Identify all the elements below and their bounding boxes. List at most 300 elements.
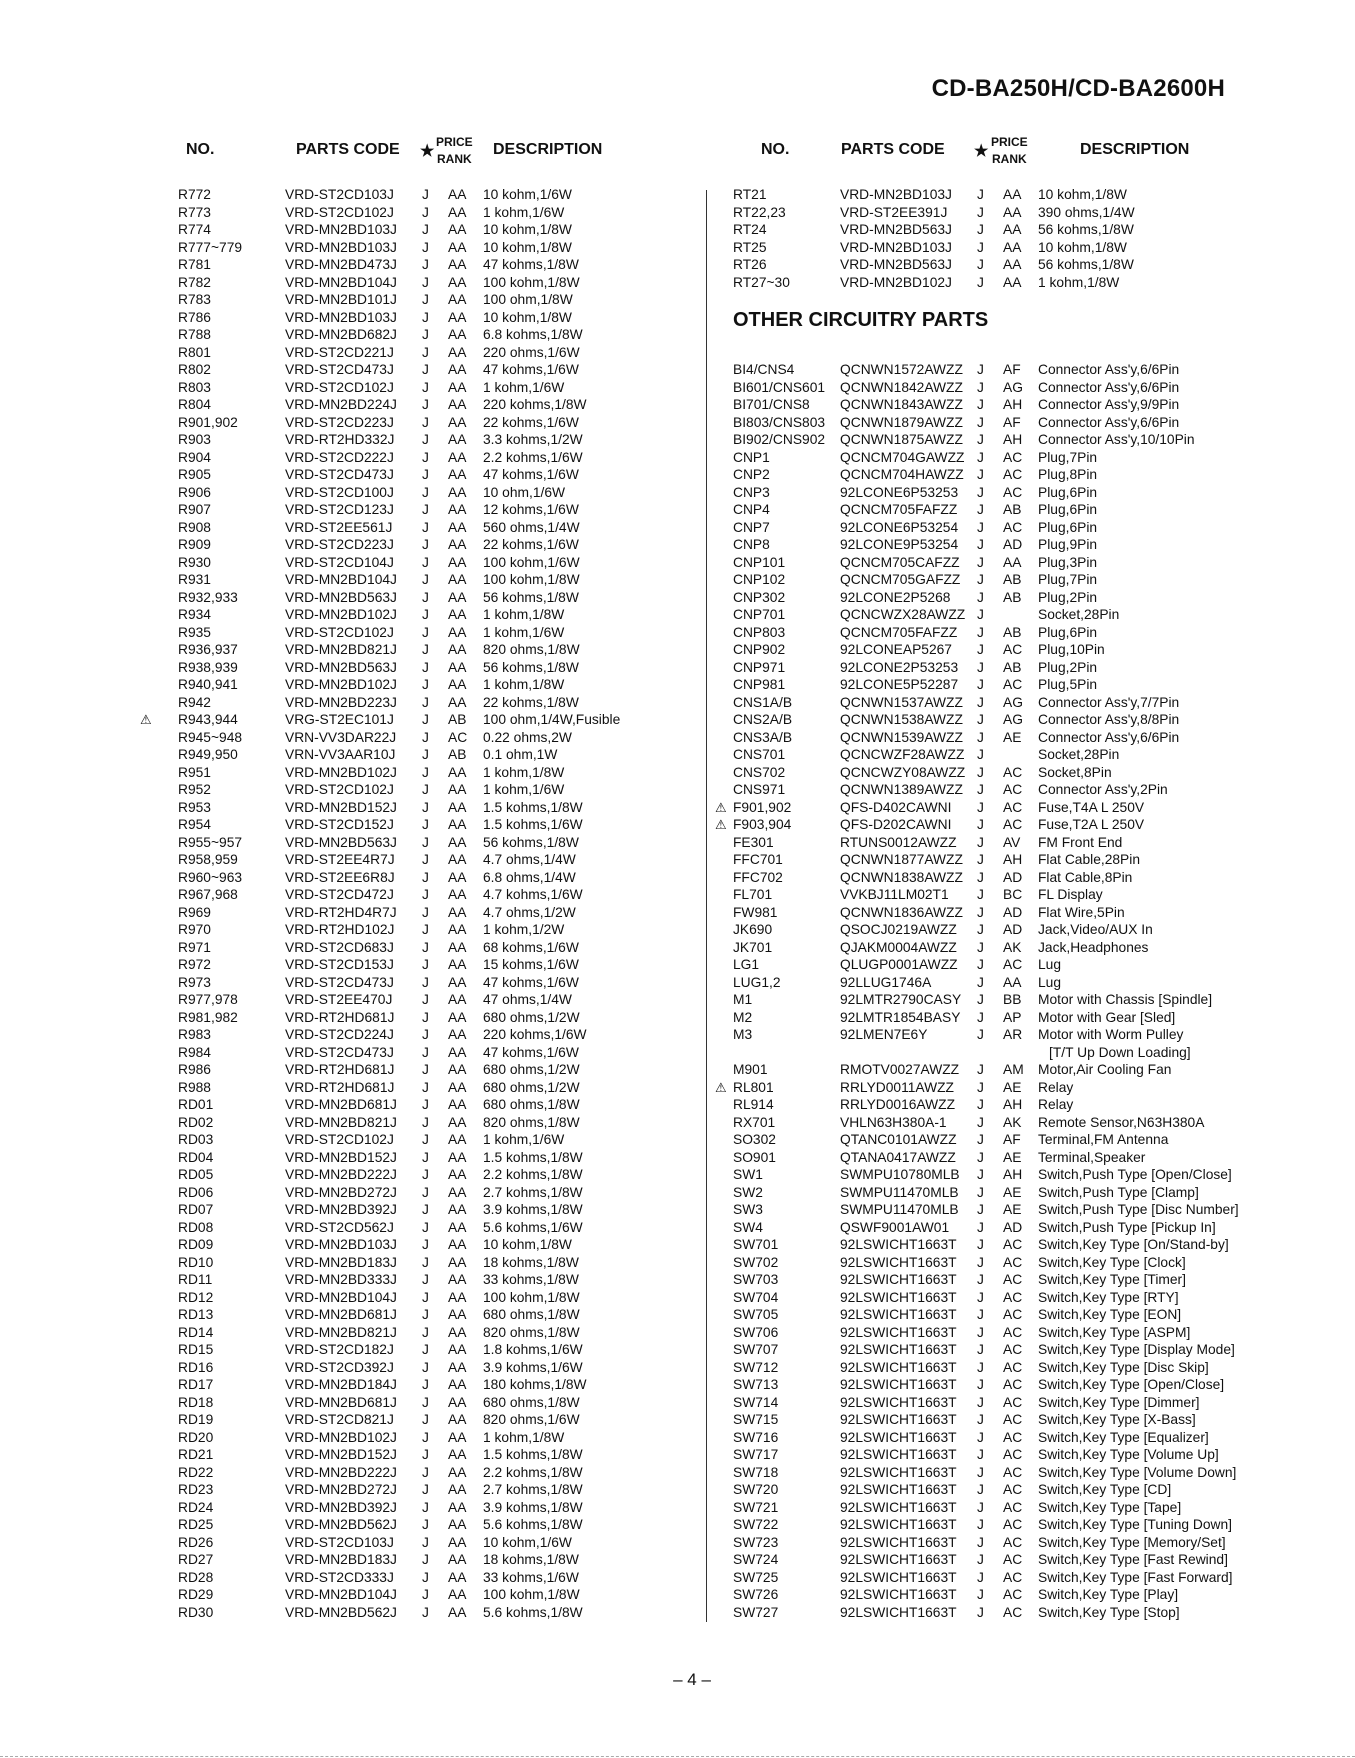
table-row: [733, 554, 1273, 572]
cell-no: RT27~30: [733, 274, 790, 290]
cell-description: 10 ohm,1/6W: [483, 484, 566, 500]
cell-j: J: [977, 1167, 984, 1182]
cell-parts-code: VRD-ST2CD562J: [285, 1219, 394, 1235]
cell-j: J: [422, 379, 429, 395]
cell-description: 820 ohms,1/8W: [483, 1114, 580, 1130]
cell-j: J: [977, 1342, 984, 1357]
cell-description: 6.8 ohms,1/4W: [483, 869, 576, 885]
cell-description: 560 ohms,1/4W: [483, 519, 580, 535]
cell-parts-code: VRD-ST2CD104J: [285, 554, 394, 570]
cell-description: 100 kohm,1/6W: [483, 554, 580, 570]
cell-j: J: [422, 1482, 429, 1497]
table-row: [158, 991, 678, 1009]
cell-j: J: [422, 1377, 429, 1392]
cell-no: RD09: [178, 1237, 214, 1252]
table-row: [158, 449, 678, 467]
cell-parts-code: QCNWN1842AWZZ: [840, 379, 963, 395]
header-price-rank: [436, 134, 473, 168]
cell-j: J: [977, 414, 984, 430]
cell-description: Switch,Key Type [Fast Rewind]: [1038, 1552, 1228, 1567]
cell-j: J: [977, 607, 984, 622]
cell-no: R940,941: [178, 677, 238, 692]
cell-no: BI701/CNS8: [733, 397, 810, 412]
table-row: [158, 746, 678, 764]
cell-price-rank: AA: [1003, 554, 1022, 570]
cell-price-rank: AC: [1003, 1272, 1023, 1287]
cell-price-rank: AA: [448, 1517, 467, 1532]
header-star-icon: ★: [974, 143, 989, 160]
cell-no: R988: [178, 1079, 211, 1095]
cell-description: 15 kohms,1/6W: [483, 957, 579, 972]
cell-j: J: [422, 344, 429, 360]
table-row: [158, 1219, 678, 1237]
cell-parts-code: VRD-MN2BD272J: [285, 1482, 397, 1497]
cell-price-rank: AA: [448, 344, 467, 360]
cell-parts-code: 92LLUG1746A: [840, 974, 932, 990]
table-row: [158, 221, 678, 239]
cell-no: R786: [178, 309, 211, 325]
table-row: [158, 869, 678, 887]
cell-parts-code: VRD-ST2CD472J: [285, 887, 394, 902]
cell-parts-code: QCNCM705FAFZZ: [840, 502, 958, 517]
table-row: [158, 1534, 678, 1552]
cell-j: J: [422, 449, 429, 465]
cell-no: SW724: [733, 1552, 779, 1567]
cell-parts-code: VRD-MN2BD104J: [285, 572, 397, 587]
cell-j: J: [422, 834, 429, 850]
table-row: [733, 1131, 1273, 1149]
table-row: [733, 711, 1273, 729]
cell-j: J: [977, 1552, 984, 1567]
cell-j: J: [977, 834, 984, 850]
cell-parts-code: VRD-ST2CD223J: [285, 537, 394, 552]
cell-price-rank: AA: [448, 659, 467, 675]
table-row: [158, 659, 678, 677]
cell-j: J: [422, 274, 429, 290]
cell-parts-code: 92LSWICHT1663T: [840, 1359, 957, 1375]
cell-j: J: [977, 1429, 984, 1445]
cell-no: R932,933: [178, 589, 238, 605]
cell-no: R774: [178, 222, 211, 237]
cell-j: J: [422, 589, 429, 605]
cell-no: RD14: [178, 1324, 214, 1340]
table-row: [158, 1516, 678, 1534]
cell-j: J: [977, 957, 984, 972]
cell-description: 1.5 kohms,1/6W: [483, 817, 583, 832]
cell-no: M2: [733, 1009, 753, 1025]
cell-j: J: [977, 519, 984, 535]
cell-no: R901,902: [178, 414, 238, 430]
cell-j: J: [422, 992, 429, 1007]
cell-j: J: [977, 1499, 984, 1515]
cell-no: M901: [733, 1062, 768, 1077]
cell-description: Flat Wire,5Pin: [1038, 904, 1125, 920]
cell-j: J: [422, 239, 429, 255]
cell-j: J: [422, 747, 429, 762]
cell-description: Plug,7Pin: [1038, 449, 1098, 465]
cell-description: Motor,Air Cooling Fan: [1038, 1062, 1172, 1077]
table-row: [733, 379, 1273, 397]
cell-parts-code: VRD-MN2BD473J: [285, 257, 397, 272]
cell-description: 12 kohms,1/6W: [483, 502, 579, 517]
cell-no: SW707: [733, 1342, 779, 1357]
cell-no: R930: [178, 554, 211, 570]
cell-j: J: [422, 519, 429, 535]
cell-parts-code: VRD-ST2CD222J: [285, 449, 394, 465]
table-row: [733, 1254, 1273, 1272]
cell-description: 680 ohms,1/8W: [483, 1394, 580, 1410]
cell-price-rank: AA: [448, 467, 467, 482]
table-row: [158, 1061, 678, 1079]
cell-no: R972: [178, 957, 211, 972]
cell-j: J: [977, 1149, 984, 1165]
table-row: [715, 799, 1273, 817]
cell-price-rank: AA: [448, 1464, 467, 1480]
cell-no: RD20: [178, 1429, 214, 1445]
cell-description: 22 kohms,1/8W: [483, 694, 579, 710]
table-row: [158, 694, 678, 712]
cell-price-rank: AA: [448, 414, 467, 430]
cell-parts-code: VRD-MN2BD104J: [285, 1587, 397, 1602]
table-row: [158, 326, 678, 344]
cell-parts-code: 92LSWICHT1663T: [840, 1307, 957, 1322]
warning-triangle-icon: ⚠: [715, 817, 727, 832]
table-row: [158, 519, 678, 537]
cell-no: RD30: [178, 1604, 214, 1620]
cell-j: J: [977, 537, 984, 552]
cell-price-rank: AA: [448, 1289, 467, 1305]
cell-j: J: [422, 1289, 429, 1305]
cell-j: J: [977, 817, 984, 832]
cell-j: J: [422, 974, 429, 990]
cell-price-rank: AA: [448, 1062, 467, 1077]
cell-j: J: [977, 799, 984, 815]
cell-j: J: [977, 782, 984, 797]
cell-no: RL801: [733, 1079, 774, 1095]
cell-parts-code: 92LCONEAP5267: [840, 642, 952, 657]
table-row: [733, 1271, 1273, 1289]
cell-parts-code: 92LSWICHT1663T: [840, 1412, 957, 1427]
cell-j: J: [422, 1569, 429, 1585]
cell-j: J: [422, 1097, 429, 1112]
cell-no: SW705: [733, 1307, 779, 1322]
column-divider: [706, 190, 707, 1622]
table-row: [733, 519, 1273, 537]
cell-description: 680 ohms,1/2W: [483, 1062, 580, 1077]
cell-j: J: [422, 1517, 429, 1532]
cell-no: R906: [178, 484, 211, 500]
cell-parts-code: VRD-MN2BD224J: [285, 397, 397, 412]
cell-price-rank: AA: [448, 694, 467, 710]
cell-price-rank: AA: [448, 1009, 467, 1025]
table-row: [733, 1061, 1273, 1079]
cell-description: 10 kohm,1/6W: [483, 187, 572, 202]
cell-price-rank: AC: [1003, 449, 1023, 465]
table-row: [158, 1009, 678, 1027]
cell-j: J: [422, 257, 429, 272]
cell-parts-code: QCNWN1538AWZZ: [840, 712, 963, 727]
cell-j: J: [977, 432, 984, 447]
cell-parts-code: 92LSWICHT1663T: [840, 1464, 957, 1480]
cell-price-rank: AA: [448, 1342, 467, 1357]
cell-no: R977,978: [178, 992, 238, 1007]
cell-parts-code: 92LSWICHT1663T: [840, 1534, 957, 1550]
cell-price-rank: AD: [1003, 1219, 1023, 1235]
cell-no: SW718: [733, 1464, 779, 1480]
cell-j: J: [422, 362, 429, 377]
cell-parts-code: SWMPU11470MLB: [840, 1184, 959, 1200]
cell-no: R973: [178, 974, 211, 990]
cell-price-rank: AA: [448, 309, 467, 325]
table-row: [158, 1289, 678, 1307]
cell-description: 10 kohm,1/6W: [483, 1534, 572, 1550]
cell-price-rank: AA: [448, 764, 467, 780]
table-row: [158, 571, 678, 589]
cell-parts-code: VRD-ST2CD473J: [285, 974, 394, 990]
cell-description: Switch,Key Type [Volume Up]: [1038, 1447, 1219, 1462]
cell-parts-code: VRD-MN2BD392J: [285, 1202, 397, 1217]
cell-j: J: [977, 852, 984, 867]
cell-price-rank: AH: [1003, 432, 1023, 447]
table-row: [158, 1026, 678, 1044]
cell-price-rank: AA: [448, 484, 467, 500]
cell-parts-code: VRD-ST2CD100J: [285, 484, 394, 500]
cell-price-rank: AA: [448, 1499, 467, 1515]
table-row: [158, 1551, 678, 1569]
cell-no: SW725: [733, 1569, 779, 1585]
cell-no: SW723: [733, 1534, 779, 1550]
cell-j: J: [977, 764, 984, 780]
table-row: [158, 309, 678, 327]
table-row: [158, 239, 678, 257]
cell-price-rank: AA: [448, 204, 467, 220]
cell-no: R909: [178, 537, 211, 552]
cell-parts-code: 92LSWICHT1663T: [840, 1587, 957, 1602]
cell-parts-code: QCNWN1572AWZZ: [840, 362, 963, 377]
cell-parts-code: VRD-RT2HD332J: [285, 432, 395, 447]
cell-description: Switch,Key Type [RTY]: [1038, 1289, 1179, 1305]
cell-j: J: [977, 1412, 984, 1427]
cell-j: J: [977, 554, 984, 570]
cell-no: CNP3: [733, 484, 770, 500]
cell-description: Switch,Key Type [Timer]: [1038, 1272, 1186, 1287]
cell-description: Flat Cable,8Pin: [1038, 869, 1133, 885]
cell-no: RD29: [178, 1587, 214, 1602]
cell-parts-code: 92LCONE2P53253: [840, 659, 959, 675]
cell-price-rank: AB: [1003, 502, 1022, 517]
cell-no: RD06: [178, 1184, 214, 1200]
table-row: [733, 606, 1273, 624]
cell-parts-code: VRD-MN2BD102J: [285, 607, 397, 622]
cell-price-rank: AC: [1003, 1569, 1023, 1585]
table-row: [733, 466, 1273, 484]
table-row: [733, 431, 1273, 449]
cell-j: J: [422, 817, 429, 832]
cell-description: Switch,Key Type [X-Bass]: [1038, 1412, 1196, 1427]
cell-parts-code: VRD-ST2EE561J: [285, 519, 393, 535]
cell-j: J: [977, 1377, 984, 1392]
table-row: [733, 1376, 1273, 1394]
cell-description: 47 ohms,1/4W: [483, 992, 572, 1007]
cell-description: 220 ohms,1/6W: [483, 344, 580, 360]
cell-price-rank: AA: [448, 589, 467, 605]
cell-no: CNS971: [733, 782, 786, 797]
cell-description: Plug,8Pin: [1038, 467, 1098, 482]
cell-parts-code: VRD-MN2BD102J: [840, 274, 952, 290]
cell-j: J: [977, 1482, 984, 1497]
cell-j: J: [422, 414, 429, 430]
cell-description: Switch,Key Type [Open/Close]: [1038, 1377, 1225, 1392]
cell-description: FL Display: [1038, 887, 1103, 902]
cell-no: RD07: [178, 1202, 214, 1217]
cell-description: 47 kohms,1/6W: [483, 467, 579, 482]
cell-no: R931: [178, 572, 211, 587]
table-row: [733, 396, 1273, 414]
cell-no: BI803/CNS803: [733, 414, 826, 430]
cell-parts-code: 92LSWICHT1663T: [840, 1342, 957, 1357]
cell-parts-code: VRD-ST2EE470J: [285, 992, 393, 1007]
table-row: [733, 536, 1273, 554]
cell-price-rank: AA: [448, 362, 467, 377]
cell-no: R986: [178, 1062, 211, 1077]
cell-parts-code: 92LCONE5P52287: [840, 677, 959, 692]
cell-j: J: [977, 1132, 984, 1147]
table-row: [158, 536, 678, 554]
cell-price-rank: AA: [448, 1184, 467, 1200]
cell-no: RD10: [178, 1254, 214, 1270]
cell-parts-code: VRD-ST2CD473J: [285, 467, 394, 482]
cell-description: Plug,5Pin: [1038, 677, 1098, 692]
table-row: [158, 1446, 678, 1464]
cell-no: FW981: [733, 904, 778, 920]
cell-j: J: [422, 1219, 429, 1235]
cell-parts-code: 92LMTR2790CASY: [840, 992, 962, 1007]
cell-price-rank: AC: [1003, 799, 1023, 815]
cell-description: 100 kohm,1/8W: [483, 1289, 580, 1305]
cell-j: J: [422, 1534, 429, 1550]
table-row: [733, 501, 1273, 519]
cell-price-rank: AC: [1003, 1447, 1023, 1462]
cell-no: SW4: [733, 1219, 763, 1235]
cell-j: J: [977, 1079, 984, 1095]
cell-price-rank: AD: [1003, 904, 1023, 920]
cell-price-rank: AC: [1003, 1412, 1023, 1427]
cell-parts-code: RTUNS0012AWZZ: [840, 834, 957, 850]
cell-price-rank: AA: [448, 1272, 467, 1287]
cell-price-rank: AA: [448, 1079, 467, 1095]
cell-price-rank: AA: [1003, 187, 1022, 202]
cell-description: 10 kohm,1/8W: [483, 309, 572, 325]
cell-no: R938,939: [178, 659, 238, 675]
cell-no: R783: [178, 292, 211, 307]
cell-no: R967,968: [178, 887, 238, 902]
cell-j: J: [422, 1447, 429, 1462]
cell-j: J: [977, 887, 984, 902]
cell-parts-code: QCNCM705CAFZZ: [840, 554, 960, 570]
cell-parts-code: VRD-MN2BD681J: [285, 1097, 397, 1112]
cell-price-rank: AA: [448, 922, 467, 937]
table-row: [733, 1411, 1273, 1429]
cell-j: J: [977, 274, 984, 290]
header-price-label: PRICE: [436, 135, 473, 149]
cell-no: RT25: [733, 239, 767, 255]
page-title: CD-BA250H/CD-BA2600H: [931, 75, 1225, 102]
table-row: [158, 1184, 678, 1202]
cell-price-rank: AA: [448, 1324, 467, 1340]
cell-j: J: [977, 1219, 984, 1235]
cell-description: Switch,Key Type [Stop]: [1038, 1604, 1180, 1620]
cell-description: 1 kohm,1/8W: [483, 607, 565, 622]
table-row: [733, 1149, 1273, 1167]
cell-price-rank: AA: [448, 327, 467, 342]
cell-price-rank: AM: [1003, 1062, 1024, 1077]
cell-j: J: [422, 1167, 429, 1182]
table-row: [158, 799, 678, 817]
table-row: [158, 781, 678, 799]
cell-j: J: [977, 1027, 984, 1042]
cell-parts-code: VRD-RT2HD102J: [285, 922, 395, 937]
table-row: [733, 1359, 1273, 1377]
cell-price-rank: AC: [1003, 519, 1023, 535]
table-row: [733, 571, 1273, 589]
cell-no: SO901: [733, 1149, 776, 1165]
cell-description: Connector Ass'y,8/8Pin: [1038, 712, 1180, 727]
cell-description: 1 kohm,1/8W: [1038, 274, 1120, 290]
cell-no: RD01: [178, 1097, 214, 1112]
cell-no: R781: [178, 257, 211, 272]
cell-no: SW702: [733, 1254, 779, 1270]
cell-j: J: [977, 1534, 984, 1550]
cell-parts-code: VRD-RT2HD681J: [285, 1079, 395, 1095]
table-row: [733, 1026, 1273, 1044]
cell-parts-code: VRN-VV3AAR10J: [285, 747, 396, 762]
cell-j: J: [422, 1132, 429, 1147]
cell-price-rank: AA: [448, 1429, 467, 1445]
cell-description: 1 kohm,1/6W: [483, 782, 565, 797]
header-rank-label: RANK: [437, 152, 472, 166]
table-row: [733, 1219, 1273, 1237]
cell-description: Fuse,T2A L 250V: [1038, 817, 1145, 832]
cell-parts-code: 92LSWICHT1663T: [840, 1324, 957, 1340]
column-header: [733, 130, 1273, 186]
cell-description: Jack,Video/AUX In: [1038, 922, 1153, 937]
cell-price-rank: AA: [448, 1237, 467, 1252]
cell-parts-code: VRD-ST2CD102J: [285, 204, 394, 220]
cell-description: Switch,Key Type [Disc Skip]: [1038, 1359, 1209, 1375]
cell-parts-code: QFS-D402CAWNI: [840, 799, 952, 815]
parts-list-other-circuitry: [715, 361, 1273, 1621]
cell-no: SW1: [733, 1167, 763, 1182]
cell-j: J: [977, 747, 984, 762]
cell-price-rank: AC: [1003, 782, 1023, 797]
cell-no: F903,904: [733, 817, 792, 832]
cell-j: J: [977, 449, 984, 465]
cell-price-rank: AA: [448, 502, 467, 517]
table-row: [158, 204, 678, 222]
cell-description: 100 kohm,1/8W: [483, 274, 580, 290]
cell-no: CNP701: [733, 607, 786, 622]
table-row: [733, 1586, 1273, 1604]
cell-j: J: [977, 1394, 984, 1410]
cell-description: [T/T Up Down Loading]: [1049, 1044, 1191, 1060]
table-row: [733, 449, 1273, 467]
cell-description: 68 kohms,1/6W: [483, 939, 579, 955]
cell-j: J: [977, 397, 984, 412]
cell-price-rank: AA: [448, 992, 467, 1007]
cell-no: SW721: [733, 1499, 779, 1515]
cell-no: R908: [178, 519, 211, 535]
cell-description: Relay: [1038, 1097, 1074, 1112]
